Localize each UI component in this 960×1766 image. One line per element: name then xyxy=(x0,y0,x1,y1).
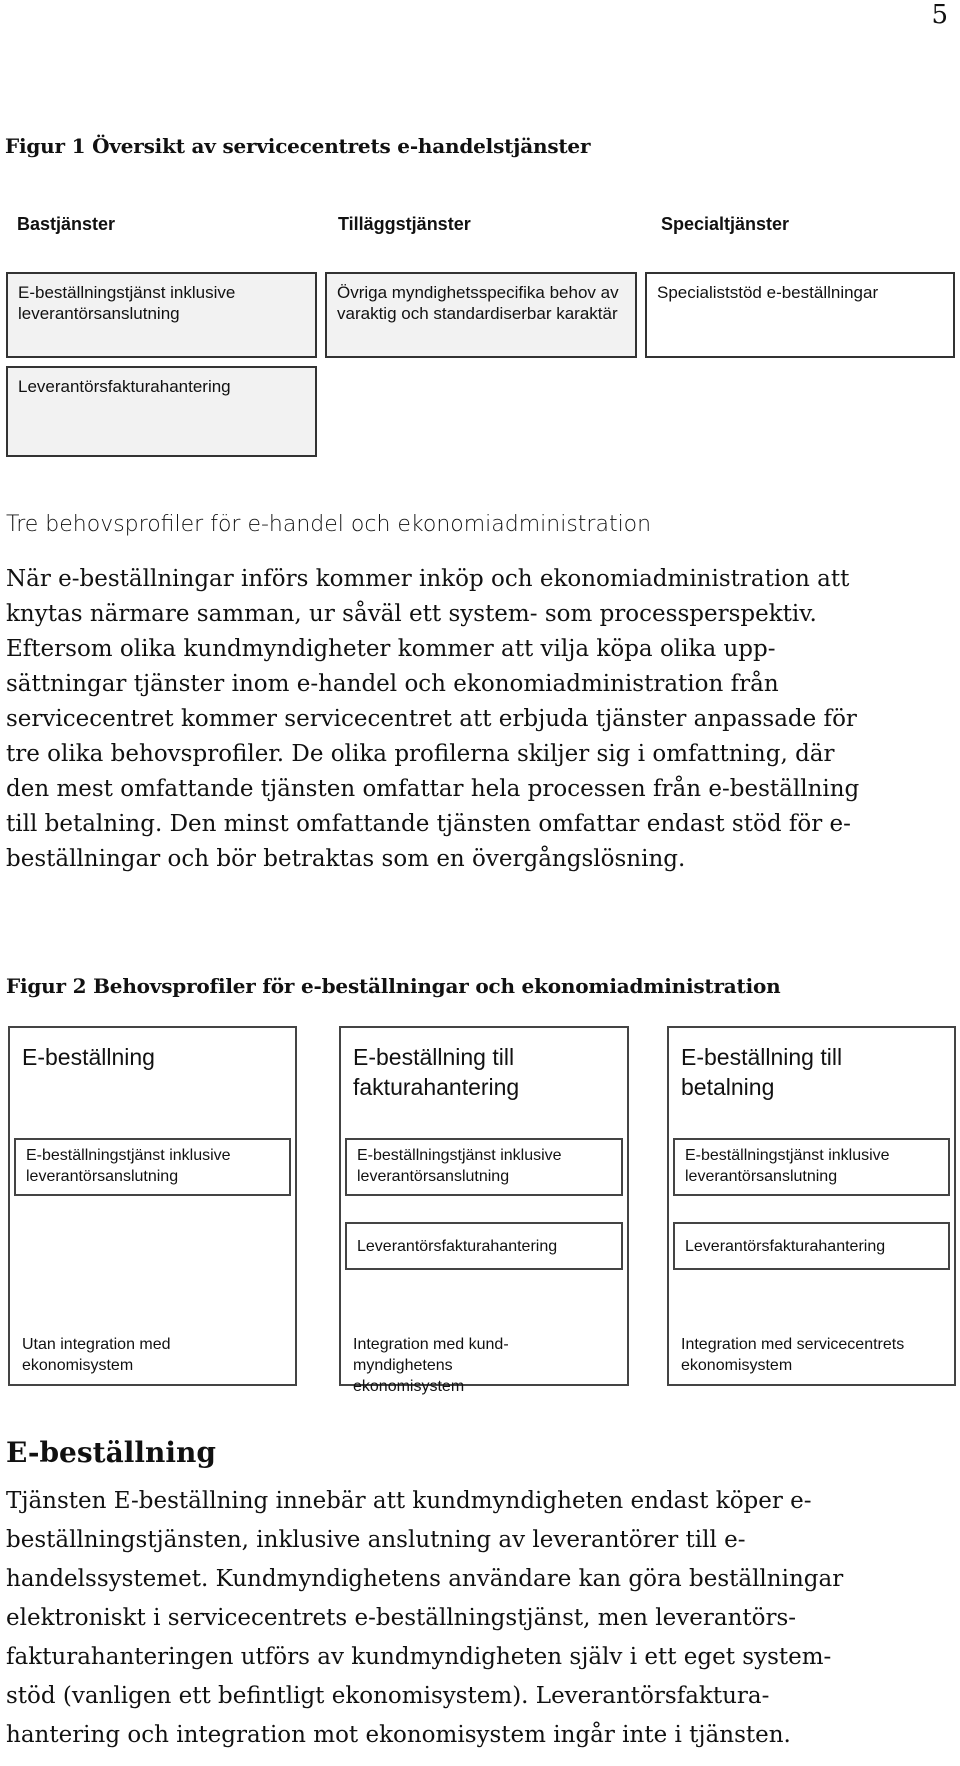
service-label: E-beställningstjänst inklusive leverantörsanslutning xyxy=(685,1147,890,1185)
box-ovriga-behov-label: Övriga myndighetsspecifika behov av varaktig och standardiserbar karaktär xyxy=(337,283,619,323)
column-head-bastjanster: Bastjänster xyxy=(17,214,116,234)
profile-title xyxy=(22,1042,155,1072)
text-line: servicecentret kommer servicecentret att erbjuda tjänster anpassade för xyxy=(6,706,857,732)
section2-body xyxy=(6,1482,956,1755)
profile-footer: Integration med kund-myndighetens ekonomisystem xyxy=(353,1336,509,1395)
figure1-caption: Figur 1 Översikt av servicecentrets e-handelstjänster xyxy=(5,134,591,158)
column-head-tillaggstjanster: Tilläggstjänster xyxy=(338,214,471,234)
box-specialiststod xyxy=(645,272,955,358)
box-e-bestallningstjanst-label: E-beställningstjänst inklusive leverantörsanslutning xyxy=(18,283,236,323)
text-line: Eftersom olika kundmyndigheter kommer att vilja köpa olika upp- xyxy=(6,636,776,662)
service-label: E-beställningstjänst inklusive leverantörsanslutning xyxy=(357,1147,562,1185)
service-label: E-beställningstjänst inklusive leverantörsanslutning xyxy=(26,1147,231,1185)
service-box-leverantorsfakturahantering xyxy=(673,1222,950,1270)
box-ovriga-behov xyxy=(325,272,637,358)
text-line: Tjänsten E-beställning innebär att kundmyndigheten endast köper e- xyxy=(6,1488,812,1514)
text-line: tre olika behovsprofiler. De olika profilerna skiljer sig i omfattning, där xyxy=(6,741,835,767)
text-line: beställningstjänsten, inklusive anslutning av leverantörer till e- xyxy=(6,1527,746,1553)
profile-title-line: fakturahantering xyxy=(353,1074,520,1100)
text-line: den mest omfattande tjänsten omfattar hela processen från e-beställning xyxy=(6,776,860,802)
profile-footer: Utan integration med ekonomisystem xyxy=(22,1336,171,1374)
page-number: 5 xyxy=(931,0,948,30)
text-line: stöd (vanligen ett befintligt ekonomisystem). Leverantörsfaktura- xyxy=(6,1683,770,1709)
text-line: hantering och integration mot ekonomisystem ingår inte i tjänsten. xyxy=(6,1722,791,1748)
text-line: elektroniskt i servicecentrets e-beställningstjänst, men leverantörs- xyxy=(6,1605,797,1631)
text-line: fakturahanteringen utförs av kundmyndigheten själv i ett eget system- xyxy=(6,1644,832,1670)
figure2-caption: Figur 2 Behovsprofiler för e-beställningar och ekonomiadministration xyxy=(6,974,781,998)
profile-title-line: E-beställning xyxy=(22,1044,155,1070)
profile-footer: Integration med servicecentrets ekonomisystem xyxy=(681,1336,905,1374)
profile-title-line: betalning xyxy=(681,1074,775,1100)
service-box-e-bestallningstjanst xyxy=(345,1138,623,1196)
profile-title-line: E-beställning till xyxy=(681,1044,843,1070)
service-label: Leverantörsfakturahantering xyxy=(685,1238,886,1255)
service-label: Leverantörsfakturahantering xyxy=(357,1238,558,1255)
profile-e-bestallning xyxy=(8,1026,297,1386)
box-leverantorsfakturahantering-label: Leverantörsfakturahantering xyxy=(18,377,231,396)
section2-heading: E-beställning xyxy=(6,1436,216,1469)
text-line: knytas närmare samman, ur såväl ett system- som processperspektiv. xyxy=(6,601,817,627)
section1-body xyxy=(6,562,956,877)
section1-heading: Tre behovsprofiler för e-handel och ekonomiadministration xyxy=(6,512,652,537)
service-box-e-bestallningstjanst xyxy=(673,1138,950,1196)
profile-title xyxy=(353,1042,519,1102)
column-head-specialtjanster: Specialtjänster xyxy=(661,214,790,234)
profile-title-line: E-beställning till xyxy=(353,1044,515,1070)
profile-title xyxy=(681,1042,842,1102)
text-line: beställningar och bör betraktas som en övergångslösning. xyxy=(6,846,686,872)
text-line: När e-beställningar införs kommer inköp och ekonomiadministration att xyxy=(6,566,850,592)
profile-e-bestallning-till-fakturahantering xyxy=(339,1026,629,1395)
box-specialiststod-label: Specialiststöd e-beställningar xyxy=(657,283,879,302)
text-line: handelssystemet. Kundmyndighetens användare kan göra beställningar xyxy=(6,1566,844,1592)
text-line: till betalning. Den minst omfattande tjänsten omfattar endast stöd för e- xyxy=(6,811,851,837)
box-e-bestallningstjanst xyxy=(6,272,317,358)
text-line: sättningar tjänster inom e-handel och ekonomiadministration från xyxy=(6,671,779,697)
service-box-leverantorsfakturahantering xyxy=(345,1222,623,1270)
profile-e-bestallning-till-betalning xyxy=(667,1026,956,1386)
service-box-e-bestallningstjanst xyxy=(14,1138,291,1196)
box-leverantorsfakturahantering xyxy=(6,366,317,457)
